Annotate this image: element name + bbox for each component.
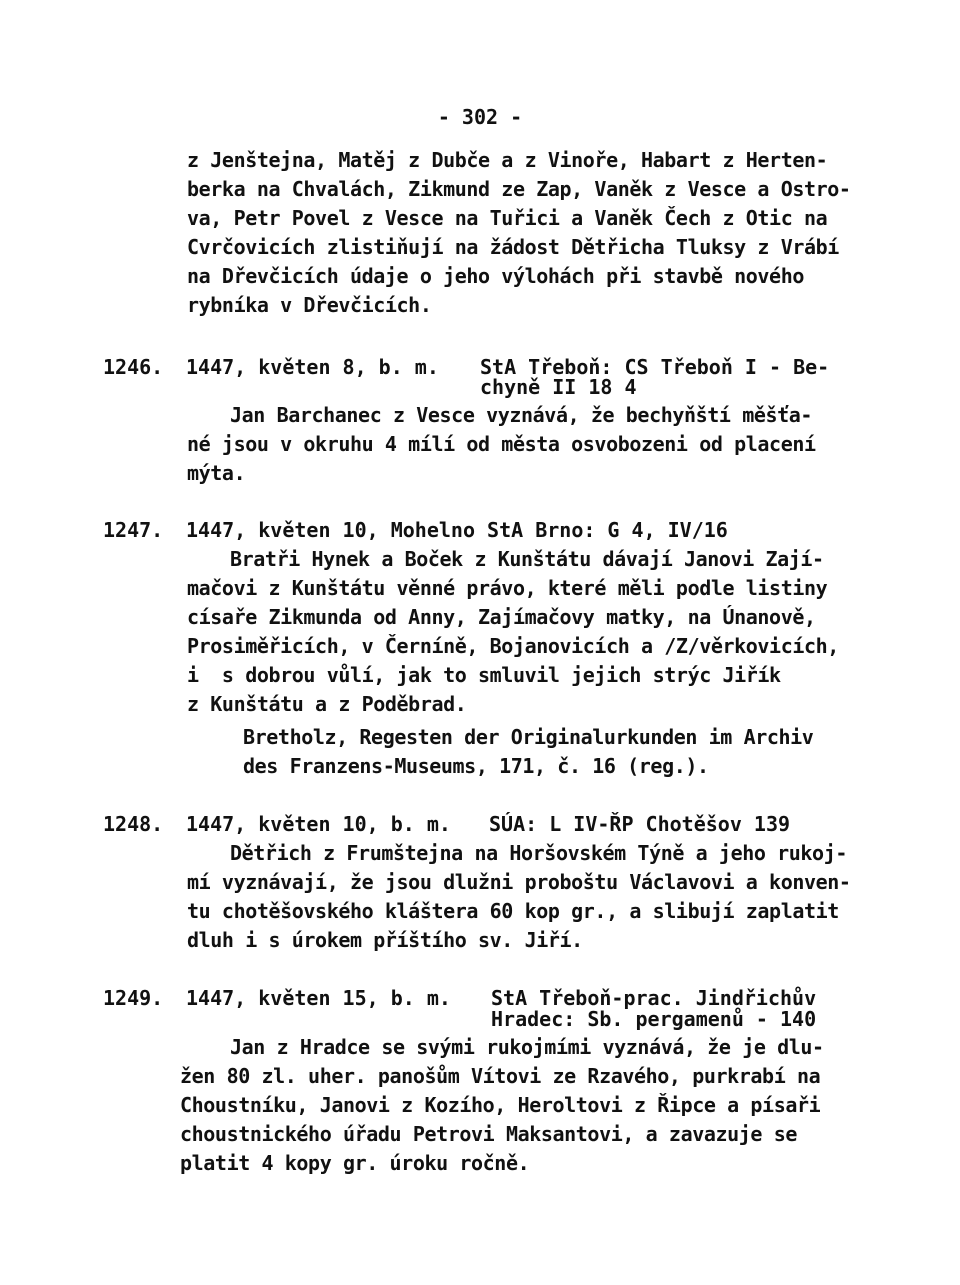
entry-text-line: z Kunštátu a z Poděbrad. [187,692,467,716]
entry-text-line: mýta. [187,461,246,485]
entry-date: 1447, květen 10, b. m. [186,812,451,836]
page-number: - 302 - [437,105,523,129]
entry-reference-line: Bretholz, Regesten der Originalurkunden im Archiv [243,725,814,749]
entry-date: 1447, květen 15, b. m. [186,986,451,1010]
entry-archive: StA Třeboň: CS Třeboň I - Be- [480,355,830,379]
entry-text-line: Jan Barchanec z Vesce vyznává, že bechyňští měšťa- [230,403,813,427]
intro-line: va, Petr Povel z Vesce na Tuřici a Vaněk Čech z Otic na [187,206,828,230]
entry-archive: StA Třeboň-prac. Jindřichův [491,986,817,1010]
entry-date: 1447, květen 10, Mohelno StA Brno: G 4, IV/16 [186,518,728,542]
entry-text-line: tu chotěšovského kláštera 60 kop gr., a slibují zaplatit [187,899,839,923]
entry-text-line: Prosiměřicích, v Černíně, Bojanovicích a /Z/věrkovicích, [187,634,839,658]
entry-text-line: i s dobrou vůlí, jak to smluvil jejich strýc Jiřík [187,663,781,687]
intro-line: na Dřevčicích údaje o jeho výlohách při stavbě nového [187,264,804,288]
intro-line: rybníka v Dřevčicích. [187,293,432,317]
entry-number: 1247. [103,518,164,542]
entry-text-line: Choustníku, Janovi z Kozího, Heroltovi z Řipce a písaři [180,1093,821,1117]
entry-text-line: císaře Zikmunda od Anny, Zajímačovy matky, na Únanově, [187,605,816,629]
entry-archive: chyně II 18 4 [480,375,637,399]
entry-number: 1246. [103,355,164,379]
entry-text-line: dluh i s úrokem příštího sv. Jiří. [187,928,583,952]
entry-text-line: choustnického úřadu Petrovi Maksantovi, a zavazuje se [180,1122,797,1146]
entry-text-line: Dětřich z Frumštejna na Horšovském Týně a jeho rukoj- [230,841,847,865]
entry-reference-line: des Franzens-Museums, 171, č. 16 (reg.). [243,754,709,778]
entry-text-line: mačovi z Kunštátu věnné právo, které měli podle listiny [187,576,828,600]
entry-number: 1249. [103,986,164,1010]
entry-number: 1248. [103,812,164,836]
entry-archive: Hradec: Sb. pergamenů - 140 [491,1007,817,1031]
intro-line: berka na Chvalách, Zikmund ze Zap, Vaněk z Vesce a Ostro- [187,177,851,201]
entry-text-line: mí vyznávají, že jsou dlužni proboštu Václavovi a konven- [187,870,851,894]
entry-text-line: Jan z Hradce se svými rukojmími vyznává, že je dlu- [230,1035,824,1059]
entry-text-line: platit 4 kopy gr. úroku ročně. [180,1151,530,1175]
entry-text-line: žen 80 zl. uher. panošům Vítovi ze Rzavého, purkrabí na [180,1064,821,1088]
entry-archive: SÚA: L IV-ŘP Chotěšov 139 [489,812,791,836]
intro-line: z Jenštejna, Matěj z Dubče a z Vinoře, Habart z Herten- [187,148,828,172]
entry-text-line: né jsou v okruhu 4 mílí od města osvobozeni od placení [187,432,816,456]
entry-text-line: Bratři Hynek a Boček z Kunštátu dávají Janovi Zají- [230,547,824,571]
entry-date: 1447, květen 8, b. m. [186,355,439,379]
intro-line: Cvrčovicích zlistiňují na žádost Dětřicha Tluksy z Vrábí [187,235,839,259]
